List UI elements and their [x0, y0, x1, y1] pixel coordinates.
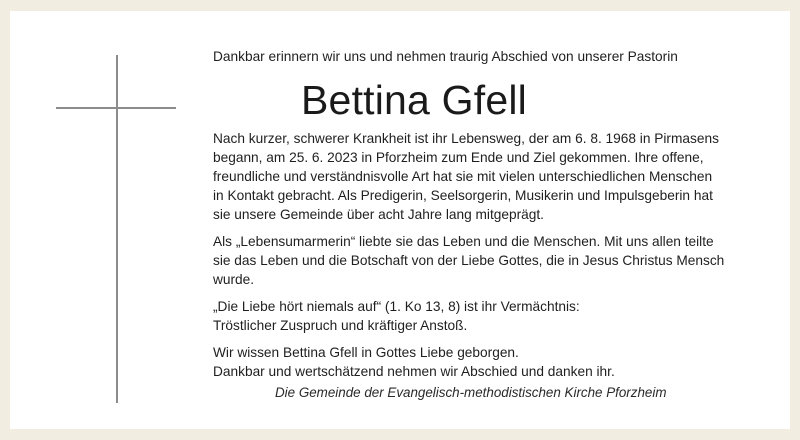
text-line: Wir wissen Bettina Gfell in Gottes Liebe geborgen. — [213, 345, 519, 360]
text-line: Nach kurzer, schwerer Krankheit ist ihr Lebensweg, der am 6. 8. 1968 in Pirmasens — [213, 131, 719, 146]
obituary-text — [213, 47, 773, 381]
intro-line: Dankbar erinnern wir uns und nehmen traurig Abschied von unserer Pastorin — [213, 49, 678, 64]
text-line: freundliche und verständnisvolle Art hat sie mit vielen unterschiedlichen Menschen — [213, 169, 713, 184]
signature: Die Gemeinde der Evangelisch-methodistischen Kirche Pforzheim — [275, 385, 667, 400]
deceased-name: Bettina Gfell — [301, 77, 527, 123]
text-line: „Die Liebe hört niemals auf“ (1. Ko 13, 8) ist ihr Vermächtnis: — [213, 299, 580, 314]
paragraph-legacy — [213, 297, 773, 335]
cross-icon-bar — [56, 107, 176, 109]
text-line: wurde. — [213, 272, 255, 287]
paragraph-tribute — [213, 232, 773, 289]
paragraph-farewell — [213, 343, 773, 381]
obituary-card — [10, 11, 790, 429]
paragraph-biography — [213, 129, 773, 224]
text-line: Tröstlicher Zuspruch und kräftiger Anstoß. — [213, 318, 468, 333]
text-line: in Kontakt gebracht. Als Predigerin, Seelsorgerin, Musikerin und Impulsgeberin hat — [213, 188, 713, 203]
text-line: sie das Leben und die Botschaft von der Liebe Gottes, die in Jesus Christus Mensch — [213, 253, 725, 268]
text-line: begann, am 25. 6. 2023 in Pforzheim zum Ende und Ziel gekommen. Ihre offene, — [213, 150, 704, 165]
text-line: sie unsere Gemeinde über acht Jahre lang mitgeprägt. — [213, 207, 544, 222]
text-line: Dankbar und wertschätzend nehmen wir Abschied und danken ihr. — [213, 364, 615, 379]
text-line: Als „Lebensumarmerin“ liebte sie das Leben und die Menschen. Mit uns allen teilte — [213, 234, 714, 249]
